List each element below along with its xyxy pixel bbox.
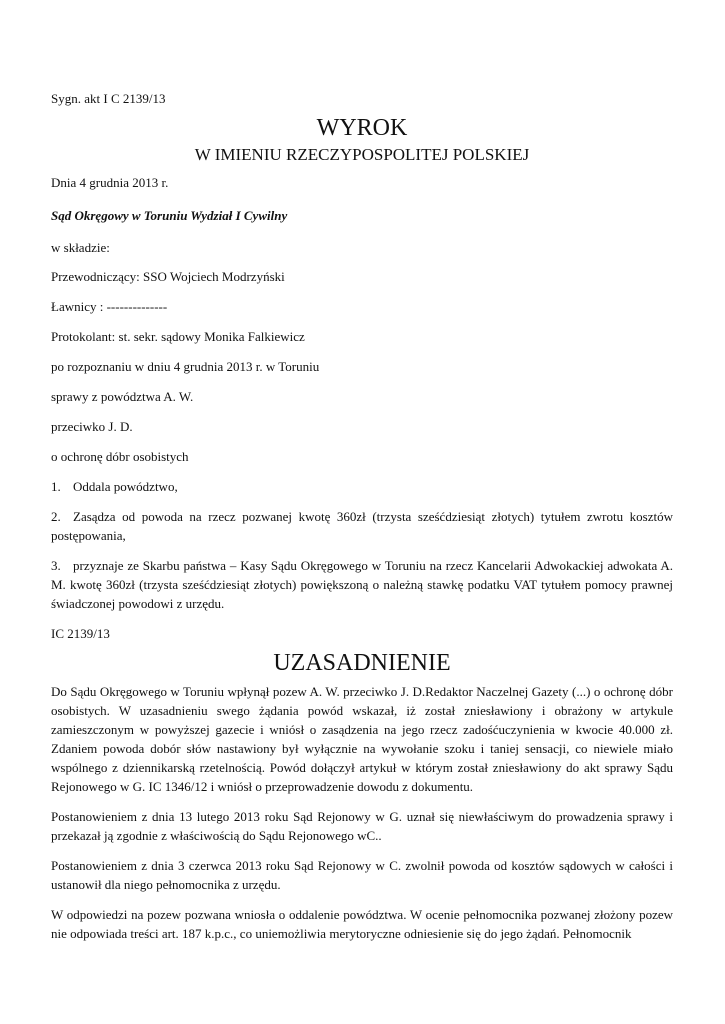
composition-label: w składzie: (51, 240, 110, 255)
justification-paragraph: W odpowiedzi na pozew pozwana wniosła o oddalenie powództwa. W ocenie pełnomocnika pozwanej złożony pozew nie odpowiada treści art. 187 k.p.c., co uniemożliwia merytoryczne odniesienie się do jego żądań. Pełnomocnik (51, 907, 673, 941)
justification-paragraph: Postanowieniem z dnia 13 lutego 2013 roku Sąd Rejonowy w G. uznał się niewłaściwym do prowadzenia sprawy i przekazał ją zgodnie z właściwością do Sądu Rejonowego wC.. (51, 809, 673, 843)
case-subject: o ochronę dóbr osobistych (51, 449, 189, 464)
judgment-date: Dnia 4 grudnia 2013 r. (51, 175, 169, 190)
document-content (51, 89, 673, 954)
case-defendant: przeciwko J. D. (51, 419, 133, 434)
ruling-item: 1. Oddala powództwo, (51, 479, 178, 494)
court-name: Sąd Okręgowy w Toruniu Wydział I Cywilny (51, 208, 288, 223)
lay-judges: Ławnicy : -------------- (51, 299, 168, 314)
presiding-judge: Przewodniczący: SSO Wojciech Modrzyński (51, 269, 285, 284)
ruling-item: 2. Zasądza od powoda na rzecz pozwanej kwotę 360zł (trzysta sześćdziesiąt złotych) tytułem zwrotu kosztów postępowania, (51, 509, 673, 543)
justification-paragraph: Do Sądu Okręgowego w Toruniu wpłynął pozew A. W. przeciwko J. D.Redaktor Naczelnej Gazety (...) o ochronę dóbr osobistych. W uzasadnieniu swego żądania powód wskazał, iż został zniesławiony i obrażony w artykule zamieszczonym w powyższej gazecie i wniósł o zasądzenia na jego rzecz zadośćuczynienia w kwocie 40.000 zł. Zdaniem powoda dobór słów nastawiony był wyłącznie na wywołanie szoku i taniej sensacji, co niewiele miało wspólnego z dziennikarską rzetelnością. Powód dołączył artykuł w którym został zniesławiony do akt sprawy Sądu Rejonowego w G. IC 1346/12 i wniósł o przeprowadzenie dowodu z dokumentu. (51, 684, 673, 794)
case-number: Sygn. akt I C 2139/13 (51, 91, 166, 106)
justification-case-ref: IC 2139/13 (51, 626, 110, 641)
case-plaintiff: sprawy z powództwa A. W. (51, 389, 194, 404)
judgment-subtitle: W IMIENIU RZECZYPOSPOLITEJ POLSKIEJ (194, 145, 530, 164)
judgment-title: WYROK (316, 115, 408, 141)
hearing-info: po rozpoznaniu w dniu 4 grudnia 2013 r. w Toruniu (51, 359, 320, 374)
court-clerk: Protokolant: st. sekr. sądowy Monika Falkiewicz (51, 329, 305, 344)
justification-heading: UZASADNIENIE (273, 650, 451, 676)
justification-paragraph: Postanowieniem z dnia 3 czerwca 2013 roku Sąd Rejonowy w C. zwolnił powoda od kosztów sądowych w całości i ustanowił dla niego pełnomocnika z urzędu. (51, 858, 673, 892)
ruling-item: 3. przyznaje ze Skarbu państwa – Kasy Sądu Okręgowego w Toruniu na rzecz Kancelarii Adwokackiej adwokata A. M. kwotę 360zł (trzysta sześćdziesiąt złotych) powiększoną o należną stawkę podatku VAT tytułem pomocy prawnej świadczonej powodowi z urzędu. (51, 558, 673, 611)
